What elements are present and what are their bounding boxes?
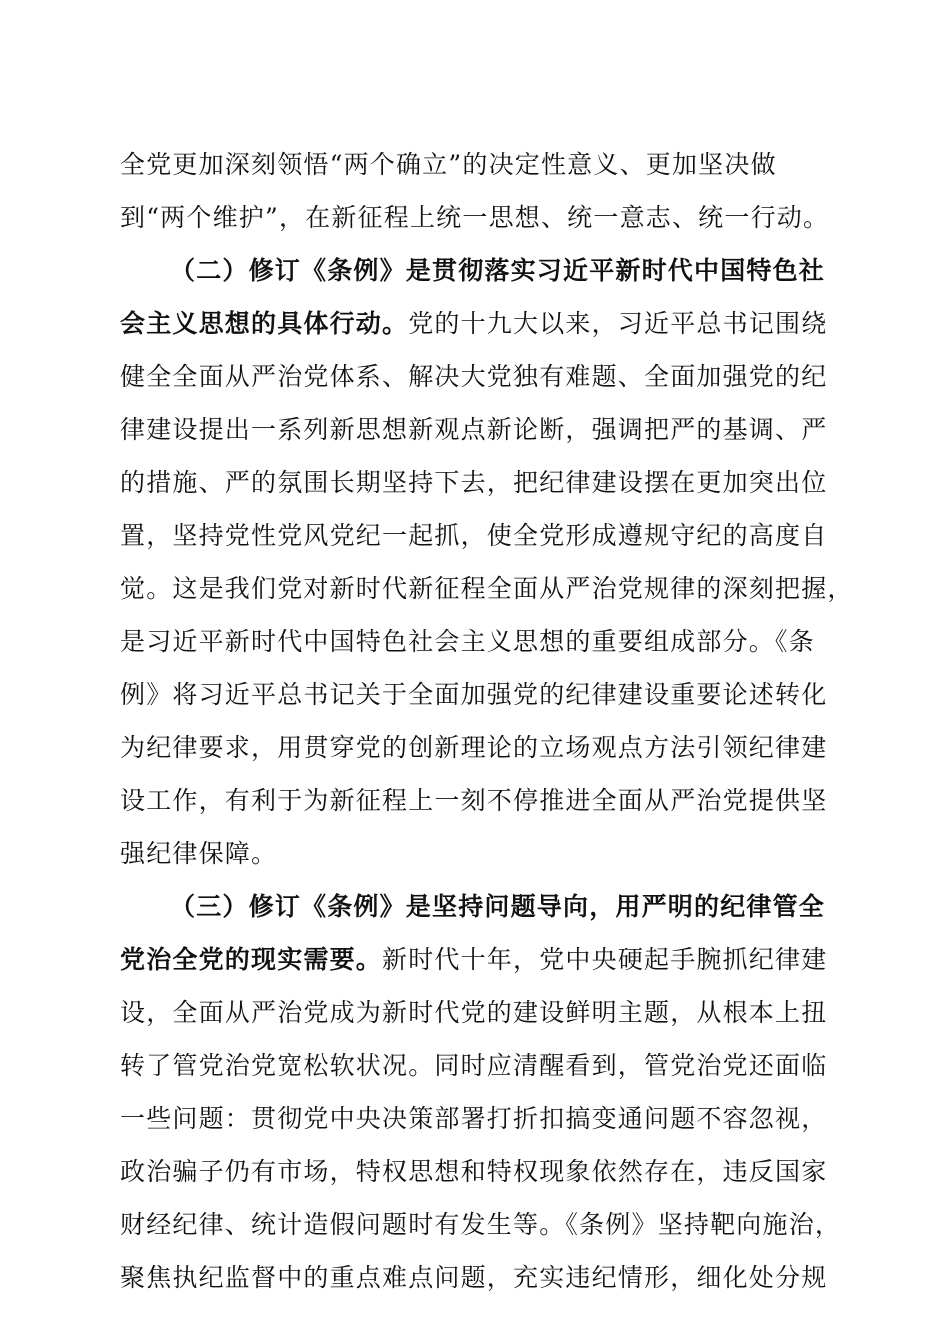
text-line: 到“两个维护”，在新征程上统一思想、统一意志、统一行动。 (120, 203, 830, 232)
text-line: 转了管党治党宽松软状况。同时应清醒看到，管党治党还面临 (120, 1051, 828, 1080)
text-line: 例》将习近平总书记关于全面加强党的纪律建设重要论述转化 (120, 680, 828, 709)
text-line (120, 933, 830, 986)
text-line: 健全全面从严治党体系、解决大党独有难题、全面加强党的纪 (120, 362, 828, 391)
text-line: 聚焦执纪监督中的重点难点问题，充实违纪情形，细化处分规 (120, 1263, 828, 1292)
text-line: 觉。这是我们党对新时代新征程全面从严治党规律的深刻把握， (120, 574, 854, 603)
section-heading-2-continued: 会主义思想的具体行动。 (120, 309, 409, 338)
text-segment: 新时代十年，党中央硬起手腕抓纪律建 (382, 945, 828, 974)
section-heading-2: （二）修订《条例》是贯彻落实习近平新时代中国特色社 (170, 256, 826, 285)
text-line: 政治骗子仍有市场，特权思想和特权现象依然存在，违反国家 (120, 1157, 828, 1186)
text-line: 设，全面从严治党成为新时代党的建设鲜明主题，从根本上扭 (120, 998, 828, 1027)
section-heading-3-continued: 党治全党的现实需要。 (120, 945, 383, 974)
text-line: 置，坚持党性党风党纪一起抓，使全党形成遵规守纪的高度自 (120, 521, 828, 550)
text-line: 财经纪律、统计造假问题时有发生等。《条例》坚持靶向施治， (120, 1210, 842, 1239)
text-line: 一些问题：贯彻党中央决策部署打折扣搞变通问题不容忽视， (120, 1104, 828, 1133)
document-body (120, 138, 854, 1304)
paragraph-1 (120, 138, 830, 244)
paragraph-3 (120, 880, 842, 1304)
text-line: 是习近平新时代中国特色社会主义思想的重要组成部分。《条 (120, 627, 815, 656)
section-heading-3: （三）修订《条例》是坚持问题导向，用严明的纪律管全 (170, 892, 826, 921)
text-line: 的措施、严的氛围长期坚持下去，把纪律建设摆在更加突出位 (120, 468, 828, 497)
text-line (120, 297, 830, 350)
text-line: 律建设提出一系列新思想新观点新论断，强调把严的基调、严 (120, 415, 828, 444)
text-line: 为纪律要求，用贯穿党的创新理论的立场观点方法引领纪律建 (120, 733, 828, 762)
text-line: 设工作，有利于为新征程上一刻不停推进全面从严治党提供坚 (120, 786, 828, 815)
paragraph-2 (120, 244, 854, 880)
text-line: 全党更加深刻领悟“两个确立”的决定性意义、更加坚决做 (120, 150, 777, 179)
text-segment: 党的十九大以来，习近平总书记围绕 (408, 309, 828, 338)
text-line: 强纪律保障。 (120, 839, 278, 868)
